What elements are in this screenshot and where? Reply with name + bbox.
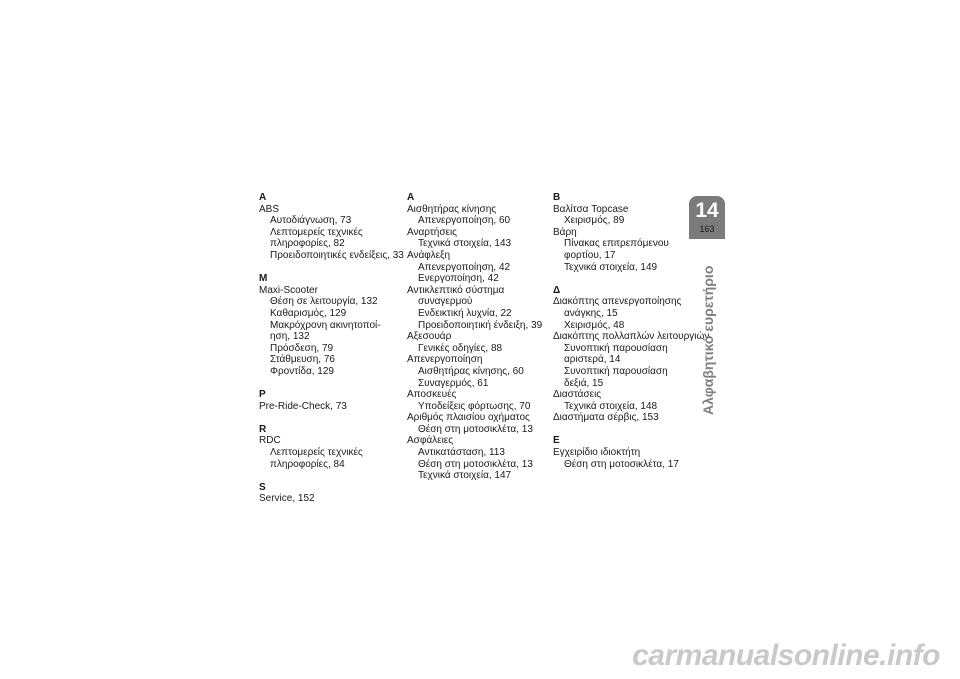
index-term: Βάρη	[553, 226, 577, 238]
index-subentry: Αντικατάσταση, 113	[418, 447, 505, 459]
index-term: Αισθητήρας κίνησης	[407, 203, 497, 215]
index-column-1	[259, 192, 404, 517]
chapter-tab	[689, 196, 725, 239]
index-subentry: ανάγκης, 15	[564, 307, 618, 319]
index-term: Ανάφλεξη	[407, 249, 451, 261]
index-subentry: Τεχνικά στοιχεία, 148	[564, 400, 658, 412]
watermark-footer: carmanualsonline.info	[632, 639, 940, 672]
index-term: Αντικλεπτικό σύστημα	[407, 284, 505, 296]
section-letter: E	[553, 435, 560, 447]
index-section	[407, 192, 547, 482]
index-subentry: Χειρισμός, 89	[564, 215, 625, 227]
index-term: Maxi-Scooter	[259, 284, 318, 296]
index-subentry: Τεχνικά στοιχεία, 147	[418, 470, 512, 482]
index-subentry: φορτίου, 17	[564, 249, 616, 261]
section-letter: M	[259, 273, 268, 285]
index-subentry: πληροφορίες, 84	[270, 458, 345, 470]
index-subentry: Φροντίδα, 129	[270, 365, 334, 377]
index-subentry: Απενεργοποίηση, 60	[418, 215, 511, 227]
section-letter: A	[259, 192, 267, 203]
index-subentry: Συνοπτική παρουσίαση	[564, 365, 668, 377]
index-term: Διακόπτης πολλαπλών λειτουργιών	[553, 331, 710, 343]
index-section	[259, 389, 399, 412]
index-subentry: αριστερά, 14	[564, 354, 621, 366]
index-term: Απενεργοποίηση	[407, 354, 483, 366]
index-subentry: Λεπτομερείς τεχνικές	[270, 447, 363, 459]
index-subentry: Θέση σε λειτουργία, 132	[270, 296, 378, 308]
section-letter: S	[259, 481, 266, 493]
index-term: Διακόπτης απενεργοποίησης	[553, 296, 682, 308]
index-subentry: Θέση στη μοτοσικλέτα, 13	[418, 458, 533, 470]
index-term: RDC	[259, 435, 281, 447]
section-letter: B	[553, 192, 561, 203]
index-subentry: ηση, 132	[270, 331, 310, 343]
index-subentry: Αισθητήρας κίνησης, 60	[418, 365, 524, 377]
index-subentry: Θέση στη μοτοσικλέτα, 13	[418, 423, 533, 435]
index-subentry: Απενεργοποίηση, 42	[418, 261, 511, 273]
section-letter: Δ	[553, 284, 561, 296]
index-subentry: Πίνακας επιτρεπόμενου	[564, 238, 669, 250]
index-subentry: Γενικές οδηγίες, 88	[418, 342, 503, 354]
index-term: Διαστάσεις	[553, 389, 602, 401]
index-subentry: Προειδοποιητικές ενδείξεις, 33	[270, 249, 404, 261]
chapter-number: 14	[695, 199, 719, 222]
index-subentry: Τεχνικά στοιχεία, 149	[564, 261, 658, 273]
index-term: Αναρτήσεις	[407, 226, 457, 238]
index-subentry: Ενεργοποίηση, 42	[418, 273, 499, 285]
index-term: Αξεσουάρ	[407, 331, 452, 343]
index-term: Ασφάλειες	[407, 435, 454, 447]
side-title: Αλφαβητικό ευρετήριο	[700, 265, 716, 415]
section-letter: P	[259, 389, 266, 401]
index-term: Διαστήματα σέρβις, 153	[553, 412, 659, 424]
index-subentry: Ενδεικτική λυχνία, 22	[418, 307, 512, 319]
index-section	[259, 273, 399, 377]
index-subentry: δεξιά, 15	[564, 377, 604, 389]
index-term: Βαλίτσα Topcase	[553, 203, 629, 215]
index-term: Εγχειρίδιο ιδιοκτήτη	[553, 447, 641, 459]
index-term: Pre-Ride-Check, 73	[259, 400, 347, 412]
section-letter: A	[407, 192, 415, 203]
index-section	[259, 192, 404, 262]
index-subentry: Χειρισμός, 48	[564, 319, 625, 331]
index-subentry: Μακρόχρονη ακινητοποί-	[270, 319, 381, 331]
page-number: 163	[699, 224, 715, 234]
index-subentry: Συνοπτική παρουσίαση	[564, 342, 668, 354]
index-term: ABS	[259, 203, 280, 215]
index-subentry: συναγερμού	[418, 296, 473, 308]
index-subentry: Πρόσδεση, 79	[270, 342, 334, 354]
index-subentry: Συναγερμός, 61	[418, 377, 489, 389]
index-section	[553, 435, 693, 470]
index-subentry: Στάθμευση, 76	[270, 354, 335, 366]
index-section	[553, 192, 693, 273]
index-subentry: Υποδείξεις φόρτωσης, 70	[418, 400, 531, 412]
section-letter: R	[259, 423, 267, 435]
index-term: Αριθμός πλαισίου οχήματος	[407, 412, 530, 424]
index-subentry: Τεχνικά στοιχεία, 143	[418, 238, 512, 250]
index-subentry: Καθαρισμός, 129	[270, 307, 347, 319]
index-term: Service, 152	[259, 493, 315, 505]
index-subentry: Θέση στη μοτοσικλέτα, 17	[564, 458, 679, 470]
index-subentry: πληροφορίες, 82	[270, 238, 345, 250]
index-section	[259, 482, 399, 505]
index-subentry: Αυτοδιάγνωση, 73	[270, 215, 352, 227]
index-section	[259, 424, 399, 470]
index-subentry: Λεπτομερείς τεχνικές	[270, 226, 363, 238]
index-subentry: Προειδοποιητική ένδειξη, 39	[418, 319, 543, 331]
index-column-2	[407, 192, 547, 493]
index-term: Αποσκευές	[407, 389, 457, 401]
